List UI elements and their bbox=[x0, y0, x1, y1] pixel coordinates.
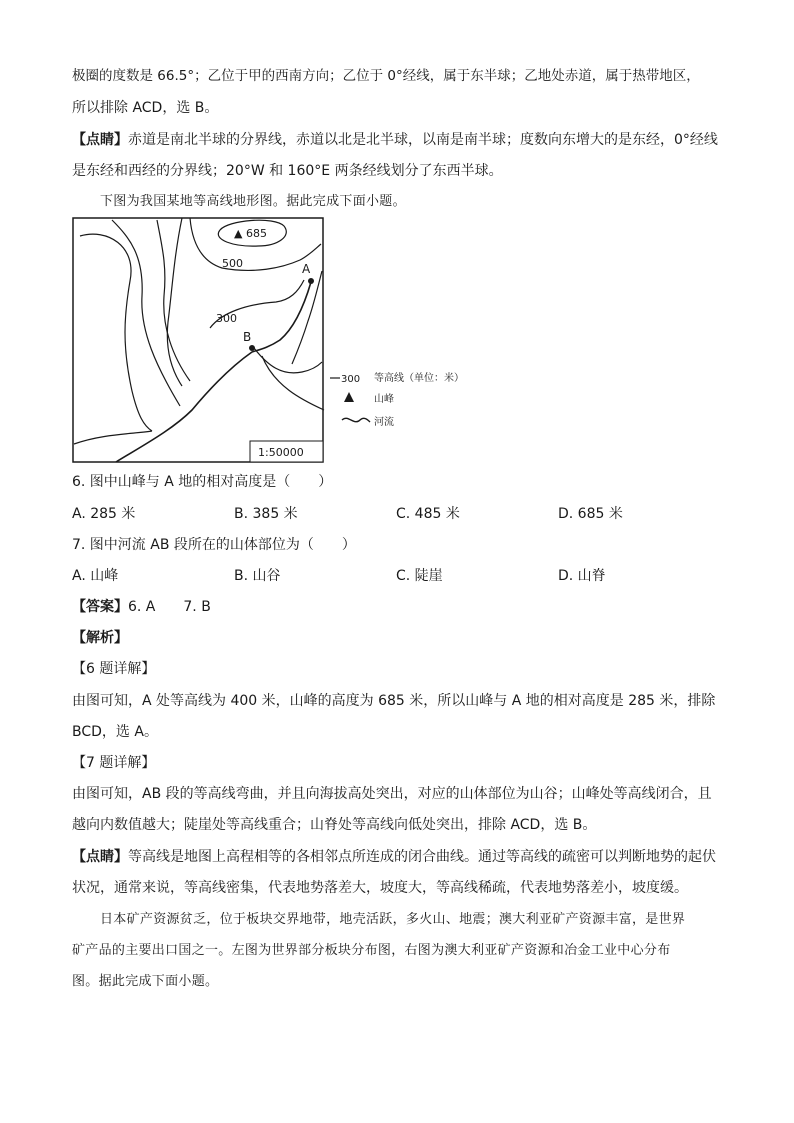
question-7-option-a[interactable]: A. 山峰 bbox=[72, 568, 119, 584]
contour-line bbox=[262, 356, 324, 410]
question-7-option-c[interactable]: C. 陡崖 bbox=[396, 568, 443, 584]
tip-paragraph bbox=[72, 130, 718, 150]
question-6-option-c[interactable]: C. 485 米 bbox=[396, 506, 460, 522]
peak-elevation-label: ▲ 685 bbox=[234, 227, 267, 240]
legend-river-text: 河流 bbox=[374, 417, 394, 428]
scale-label: 1:50000 bbox=[258, 446, 304, 459]
contour-map bbox=[72, 216, 472, 464]
legend-river-icon bbox=[342, 418, 370, 422]
contour-line bbox=[167, 218, 182, 386]
point-b-marker bbox=[249, 345, 255, 351]
analysis-label: 【解析】 bbox=[72, 630, 128, 646]
paragraph-line: 由图可知，A 处等高线为 400 米，山峰的高度为 685 米，所以山峰与 A 地的相对高度是 285 米，排除 bbox=[72, 693, 716, 709]
detail-7-label: 【7 题详解】 bbox=[72, 755, 156, 771]
question-7-option-d[interactable]: D. 山脊 bbox=[558, 568, 606, 584]
contour-line bbox=[80, 234, 152, 431]
tip-text: 等高线是地图上高程相等的各相邻点所连成的闭合曲线。通过等高线的疏密可以判断地势的起伏 bbox=[128, 849, 716, 865]
map-frame bbox=[73, 218, 323, 462]
answer-text: 6. A 7. B bbox=[128, 599, 211, 615]
contour-line bbox=[74, 431, 152, 444]
detail-6-label: 【6 题详解】 bbox=[72, 661, 156, 677]
point-a-marker bbox=[308, 278, 314, 284]
answer-line bbox=[72, 597, 211, 617]
contour-line bbox=[157, 220, 190, 381]
legend-contour-value: 300 bbox=[341, 374, 361, 385]
question-7-stem: 7. 图中河流 AB 段所在的山体部位为（ ） bbox=[72, 537, 356, 553]
question-6-stem: 6. 图中山峰与 A 地的相对高度是（ ） bbox=[72, 474, 333, 490]
contour-500-label: 500 bbox=[222, 257, 243, 270]
question-6-option-d[interactable]: D. 685 米 bbox=[558, 506, 623, 522]
question-6-option-b[interactable]: B. 385 米 bbox=[234, 506, 298, 522]
tip-label: 【点睛】 bbox=[72, 849, 128, 865]
point-a-label: A bbox=[302, 262, 311, 276]
question-6-option-a[interactable]: A. 285 米 bbox=[72, 506, 136, 522]
river bbox=[116, 282, 311, 462]
tip-paragraph bbox=[72, 847, 716, 867]
contour-line bbox=[112, 220, 180, 406]
question-intro: 下图为我国某地等高线地形图。据此完成下面小题。 bbox=[100, 194, 406, 209]
question-7-option-b[interactable]: B. 山谷 bbox=[234, 568, 281, 584]
legend-contour-text: 等高线（单位：米） bbox=[374, 373, 464, 384]
question-intro: 图。据此完成下面小题。 bbox=[72, 974, 219, 989]
paragraph-line: 由图可知，AB 段的等高线弯曲，并且向海拔高处突出，对应的山体部位为山谷；山峰处等高线闭合，且 bbox=[72, 786, 712, 802]
legend-peak-text: 山峰 bbox=[374, 394, 394, 405]
answer-label: 【答案】 bbox=[72, 599, 128, 615]
paragraph-line: BCD，选 A。 bbox=[72, 724, 158, 740]
question-intro: 矿产品的主要出口国之一。左图为世界部分板块分布图，右图为澳大利亚矿产资源和冶金工业中心分布 bbox=[72, 943, 671, 958]
paragraph-line: 状况，通常来说，等高线密集，代表地势落差大，坡度大，等高线稀疏，代表地势落差小，坡度缓。 bbox=[72, 880, 688, 896]
paragraph-line: 所以排除 ACD，选 B。 bbox=[72, 100, 219, 116]
paragraph-line: 极圈的度数是 66.5°；乙位于甲的西南方向；乙位于 0°经线，属于东半球；乙地处赤道，属于热带地区， bbox=[72, 68, 700, 84]
legend-peak-icon bbox=[344, 392, 354, 402]
point-b-label: B bbox=[243, 330, 252, 344]
question-intro: 日本矿产资源贫乏，位于板块交界地带，地壳活跃，多火山、地震；澳大利亚矿产资源丰富，是世界 bbox=[100, 912, 686, 927]
paragraph-line: 是东经和西经的分界线；20°W 和 160°E 两条经线划分了东西半球。 bbox=[72, 163, 503, 179]
contour-300-label: 300 bbox=[216, 312, 237, 325]
tip-text: 赤道是南北半球的分界线，赤道以北是北半球，以南是南半球；度数向东增大的是东经，0°经线 bbox=[128, 132, 718, 148]
paragraph-line: 越向内数值越大；陡崖处等高线重合；山脊处等高线向低处突出，排除 ACD，选 B。 bbox=[72, 817, 597, 833]
tip-label: 【点睛】 bbox=[72, 132, 128, 148]
